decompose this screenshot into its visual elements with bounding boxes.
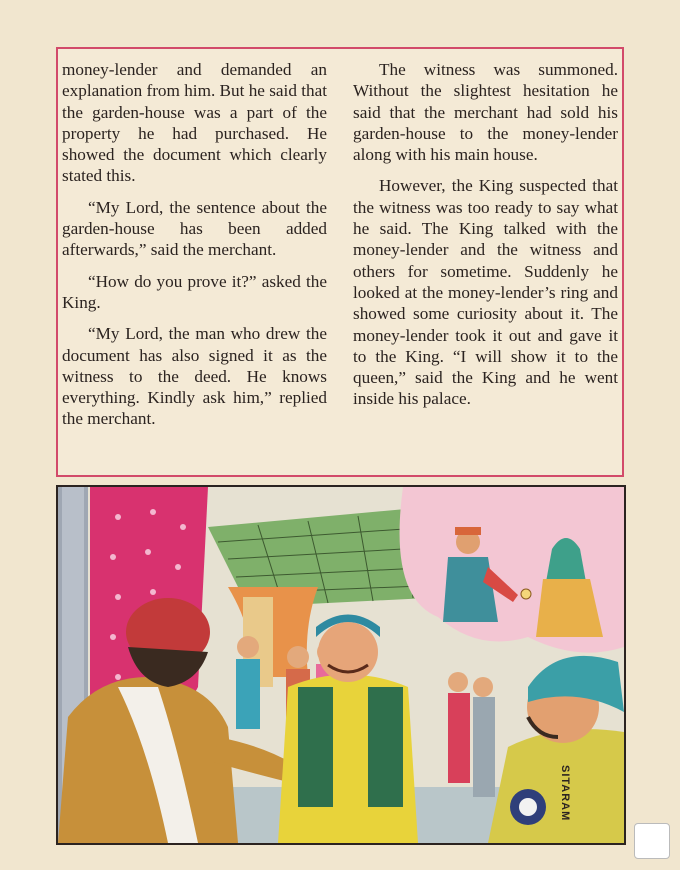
paragraph: The witness was summoned. Without the slightest hesitation he said that the merchant had sold his garden-house to the money-lender along with his main house. [353, 60, 618, 165]
court-scene-drawing [58, 487, 624, 843]
paragraph: money-lender and demanded an explanation from him. But he said that the garden-house was a part of the property he had purchased. He showed the document which clearly stated this. [62, 60, 327, 186]
ring-icon [521, 589, 531, 599]
publisher-watermark-icon [634, 823, 670, 859]
paragraph: However, the King suspected that the witness was too ready to say what he said. The King talked with the money-lender and the witness and others for sometime. Suddenly he looked at the money-lender’s ring and showed some curiosity about it. The money-lender took it out and gave it to the King. “I will show it to the queen,” said the King and he went inside his palace. [353, 176, 618, 409]
paragraph: “My Lord, the man who drew the document has also signed it as the witness to the deed. He knows everything. Kindly ask him,” replied the merchant. [62, 324, 327, 429]
paragraph: “My Lord, the sentence about the garden-house has been added afterwards,” said the merchant. [62, 197, 327, 260]
story-illustration [56, 485, 626, 845]
paragraph: “How do you prove it?” asked the King. [62, 271, 327, 312]
right-text-column [353, 59, 618, 420]
story-text-frame [56, 47, 624, 477]
left-text-column [62, 59, 327, 440]
artist-signature: SITARAM [559, 765, 571, 822]
